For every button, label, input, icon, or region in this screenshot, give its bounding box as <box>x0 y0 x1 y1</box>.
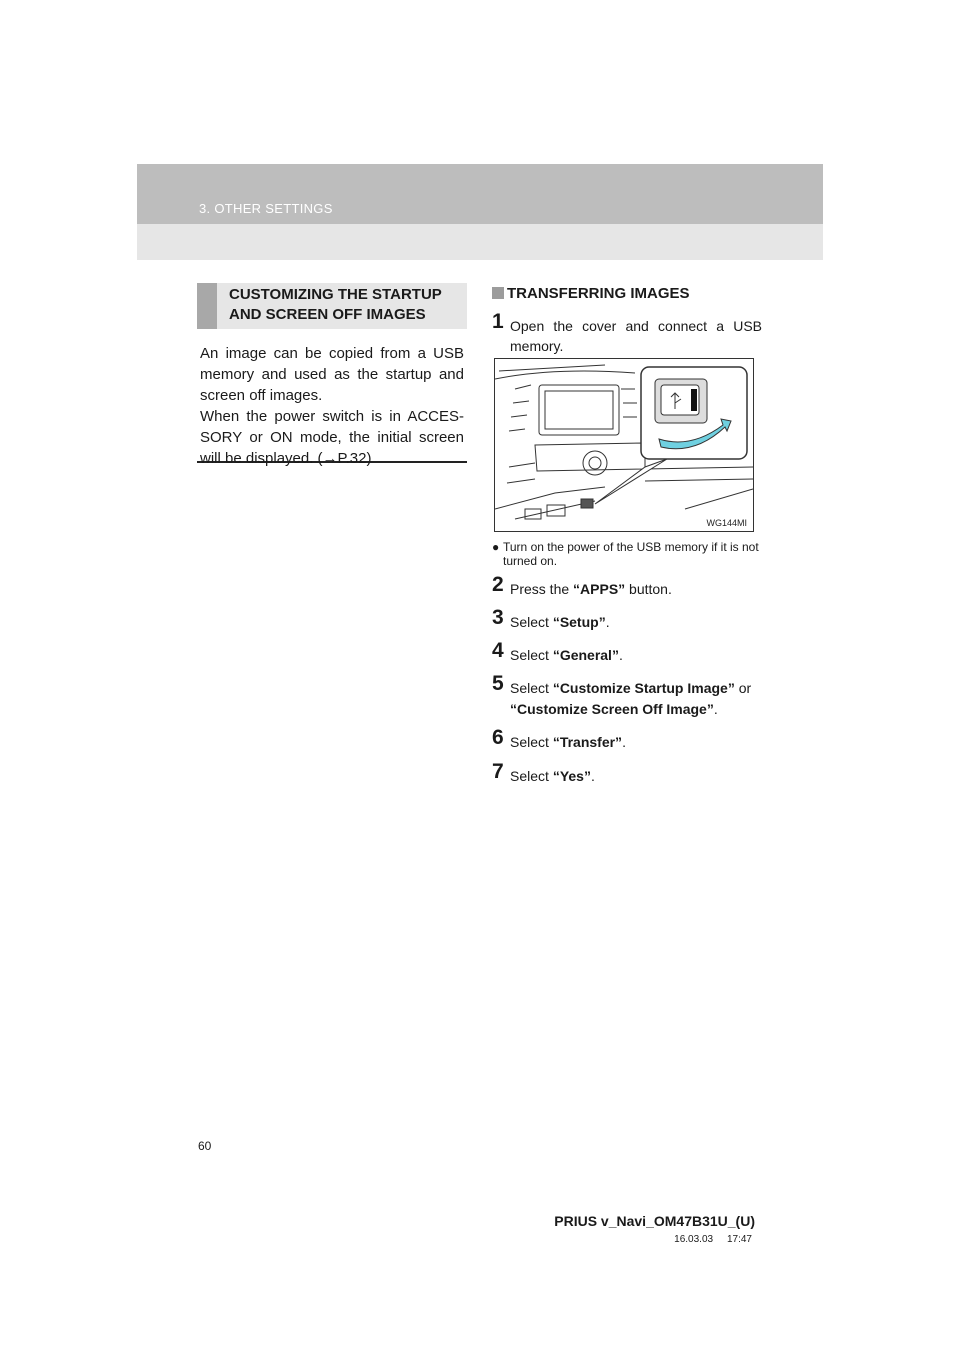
section-title: 3. OTHER SETTINGS <box>199 201 333 216</box>
print-timestamp: 16.03.03 17:47 <box>674 1234 752 1245</box>
step-text: Open the cover and connect a USB memory. <box>510 318 762 354</box>
info-box-title-line2: AND SCREEN OFF IMAGES <box>229 306 426 323</box>
step-number: 1 <box>492 310 504 333</box>
step-number: 3 <box>492 606 504 629</box>
square-bullet-icon <box>492 287 504 299</box>
info-paragraph-2: When the power switch is in ACCES-SORY or ON mode, the initial screen will be displayed. (→P.32) <box>200 408 464 467</box>
info-paragraph-1: An image can be copied from a USB memory and used as the startup and screen off images. <box>200 345 464 404</box>
step-text: Select “Yes”. <box>510 768 595 784</box>
note-text: Turn on the power of the USB memory if it is not turned on. <box>503 540 759 568</box>
info-box-title <box>229 285 442 325</box>
step-number: 4 <box>492 639 504 662</box>
step-text: Select “Transfer”. <box>510 734 626 750</box>
info-box-body <box>197 329 467 467</box>
bullet-dot-icon: ● <box>492 540 500 554</box>
step-number: 7 <box>492 760 504 783</box>
step-text: Press the “APPS” button. <box>510 581 672 597</box>
subsection-heading: TRANSFERRING IMAGES <box>492 285 690 302</box>
figure-code: WG144MI <box>706 518 747 528</box>
info-box-marker <box>197 283 217 329</box>
step-number: 5 <box>492 672 504 695</box>
step-number: 6 <box>492 726 504 749</box>
usb-port-illustration <box>494 358 754 532</box>
step-text: Select “General”. <box>510 647 623 663</box>
document-id: PRIUS v_Navi_OM47B31U_(U) <box>554 1213 755 1229</box>
info-box-title-line1: CUSTOMIZING THE STARTUP <box>229 286 442 303</box>
step-text: Select “Setup”. <box>510 614 610 630</box>
step-text: Select “Customize Startup Image” or “Customize Screen Off Image”. <box>510 680 752 717</box>
dashboard-usb-drawing <box>495 359 753 531</box>
header-subband <box>137 224 823 260</box>
step-number: 2 <box>492 573 504 596</box>
page-number: 60 <box>198 1139 212 1153</box>
info-box-header <box>197 283 467 329</box>
